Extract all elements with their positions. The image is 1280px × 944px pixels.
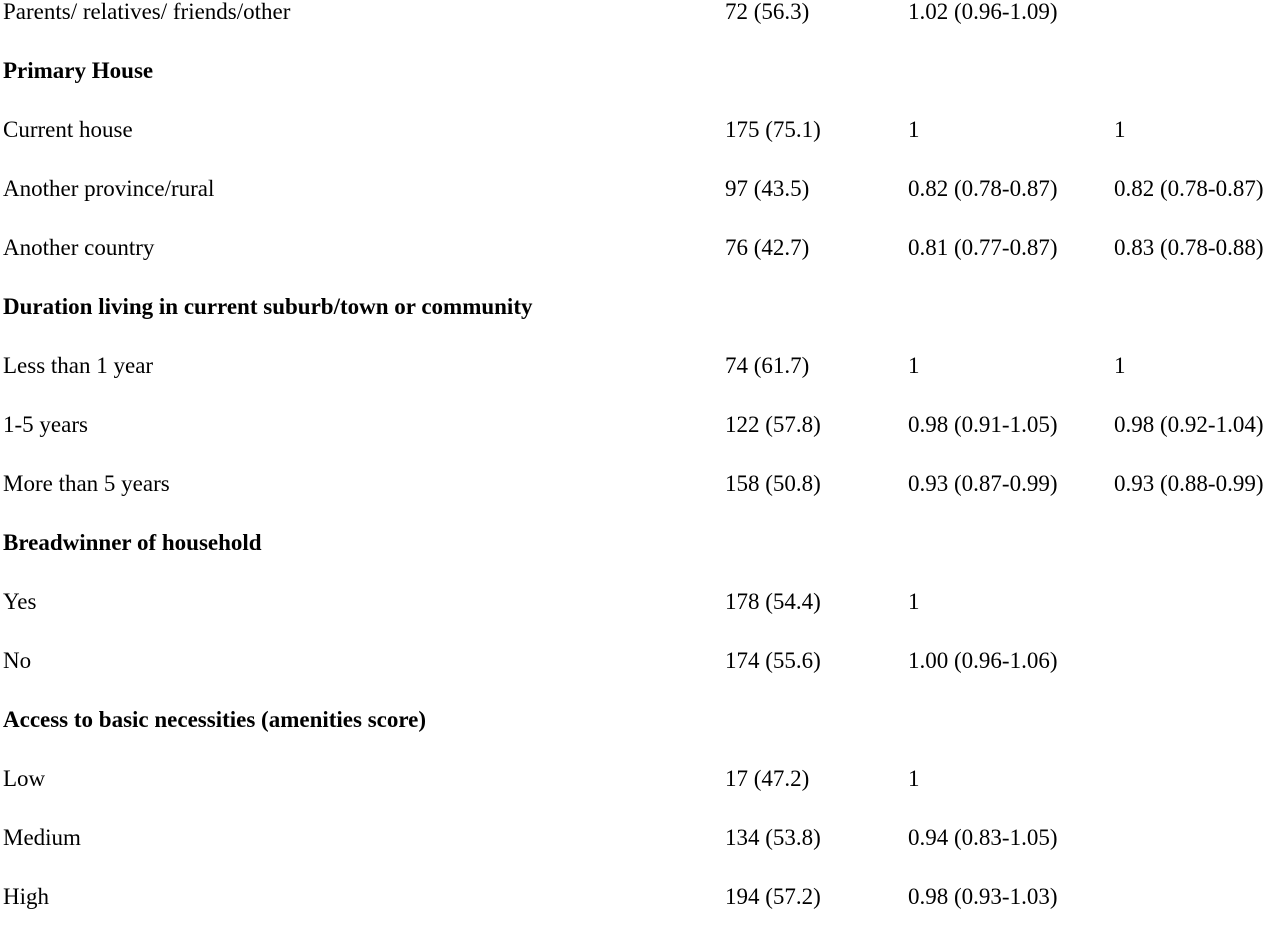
ratio-cell: 1 <box>908 766 920 791</box>
row-label: More than 5 years <box>3 471 170 496</box>
table-row <box>0 0 1280 59</box>
section-header-row <box>0 59 1280 118</box>
ratio-cell: 1.00 (0.96-1.06) <box>908 648 1058 673</box>
row-label: Yes <box>3 589 37 614</box>
table-row <box>0 590 1280 649</box>
section-heading: Access to basic necessities (amenities score) <box>3 707 427 732</box>
adjusted-ratio-cell: 0.93 (0.88-0.99) <box>1114 471 1264 496</box>
row-label: No <box>3 648 32 673</box>
row-label: High <box>3 884 49 909</box>
row-label: Another country <box>3 235 155 260</box>
adjusted-ratio-cell: 1 <box>1114 117 1126 142</box>
count-percent-cell: 76 (42.7) <box>725 235 810 260</box>
section-header-row <box>0 531 1280 590</box>
row-label: Low <box>3 766 46 791</box>
section-heading: Duration living in current suburb/town or community <box>3 294 533 319</box>
count-percent-cell: 158 (50.8) <box>725 471 821 496</box>
table-row <box>0 885 1280 944</box>
section-header-row <box>0 295 1280 354</box>
ratio-cell: 0.94 (0.83-1.05) <box>908 825 1058 850</box>
table-row <box>0 826 1280 885</box>
section-heading: Breadwinner of household <box>3 530 262 555</box>
ratio-cell: 1 <box>908 353 920 378</box>
row-label: Medium <box>3 825 81 850</box>
count-percent-cell: 74 (61.7) <box>725 353 810 378</box>
count-percent-cell: 122 (57.8) <box>725 412 821 437</box>
adjusted-ratio-cell: 0.82 (0.78-0.87) <box>1114 176 1264 201</box>
ratio-cell: 1 <box>908 589 920 614</box>
row-label: Less than 1 year <box>3 353 154 378</box>
adjusted-ratio-cell: 0.98 (0.92-1.04) <box>1114 412 1264 437</box>
row-label: 1-5 years <box>3 412 88 437</box>
table-row <box>0 354 1280 413</box>
row-label: Parents/ relatives/ friends/other <box>3 0 291 24</box>
ratio-cell: 0.82 (0.78-0.87) <box>908 176 1058 201</box>
table-row <box>0 118 1280 177</box>
table-row <box>0 472 1280 531</box>
ratio-cell: 0.81 (0.77-0.87) <box>908 235 1058 260</box>
count-percent-cell: 134 (53.8) <box>725 825 821 850</box>
section-heading: Primary House <box>3 58 154 83</box>
count-percent-cell: 194 (57.2) <box>725 884 821 909</box>
count-percent-cell: 178 (54.4) <box>725 589 821 614</box>
table-row <box>0 177 1280 236</box>
table-row <box>0 236 1280 295</box>
ratio-cell: 0.98 (0.93-1.03) <box>908 884 1058 909</box>
section-header-row <box>0 708 1280 767</box>
ratio-cell: 0.93 (0.87-0.99) <box>908 471 1058 496</box>
count-percent-cell: 17 (47.2) <box>725 766 810 791</box>
ratio-cell: 1 <box>908 117 920 142</box>
table-row <box>0 767 1280 826</box>
count-percent-cell: 97 (43.5) <box>725 176 810 201</box>
table-row <box>0 649 1280 708</box>
row-label: Current house <box>3 117 133 142</box>
table-row <box>0 413 1280 472</box>
adjusted-ratio-cell: 0.83 (0.78-0.88) <box>1114 235 1264 260</box>
ratio-cell: 0.98 (0.91-1.05) <box>908 412 1058 437</box>
count-percent-cell: 175 (75.1) <box>725 117 821 142</box>
count-percent-cell: 72 (56.3) <box>725 0 810 24</box>
count-percent-cell: 174 (55.6) <box>725 648 821 673</box>
adjusted-ratio-cell: 1 <box>1114 353 1126 378</box>
ratio-cell: 1.02 (0.96-1.09) <box>908 0 1058 24</box>
row-label: Another province/rural <box>3 176 215 201</box>
